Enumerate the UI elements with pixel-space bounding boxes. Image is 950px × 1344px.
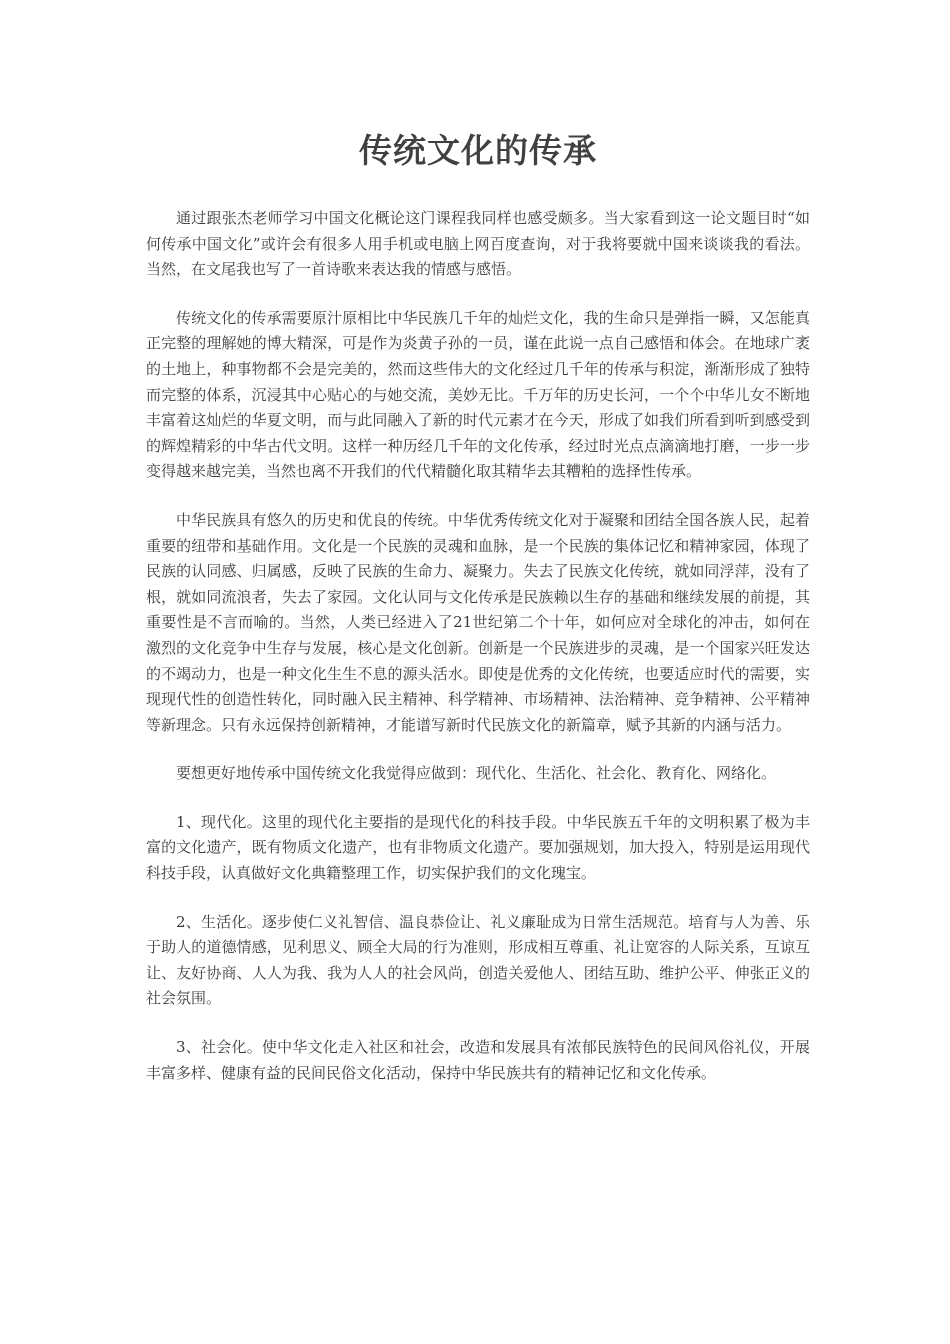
paragraph-heritage: 传统文化的传承需要原汁原相比中华民族几千年的灿烂文化，我的生命只是弹指一瞬，又怎能真正完整的理解她的博大精深，可是作为炎黄子孙的一员，谨在此说一点自己感悟和体会。在地球广袤的土地上，种事物都不会是完美的，然而这些伟大的文化经过几千年的传承与积淀，渐渐形成了独特而完整的体系，沉浸其中心贴心的与她交流，美妙无比。千万年的历史长河，一个个中华儿女不断地丰富着这灿烂的华夏文明，而与此同融入了新的时代元素才在今天，形成了如我们所看到听到感受到的辉煌精彩的中华古代文明。这样一种历经几千年的文化传承，经过时光点点滴滴地打磨，一步一步变得越来越完美，当然也离不开我们的代代精髓化取其精华去其糟粕的选择性传承。 (146, 308, 810, 481)
paragraph-socialization: 3、社会化。使中华文化走入社区和社会，改造和发展具有浓郁民族特色的民间风俗礼仪，开展丰富多样、健康有益的民间民俗文化活动，保持中华民族共有的精神记忆和文化传承。 (146, 1038, 810, 1082)
paragraph-modernization: 1、现代化。这里的现代化主要指的是现代化的科技手段。中华民族五千年的文明积累了极为丰富的文化遗产，既有物质文化遗产，也有非物质文化遗产。要加强规划，加大投入，特别是运用现代科技手段，认真做好文化典籍整理工作，切实保护我们的文化瑰宝。 (146, 812, 810, 883)
paragraph-daily-life: 2、生活化。逐步使仁义礼智信、温良恭俭让、礼义廉耻成为日常生活规范。培育与人为善、乐于助人的道德情感，见利思义、顾全大局的行为准则，形成相互尊重、礼让宽容的人际关系，互谅互让、友好协商、人人为我、我为人人的社会风尚，创造关爱他人、团结互助、维护公平、伸张正义的社会氛围。 (146, 912, 810, 1008)
paragraph-intro: 通过跟张杰老师学习中国文化概论这门课程我同样也感受颇多。当大家看到这一论文题目时“如何传承中国文化”或许会有很多人用手机或电脑上网百度查询，对于我将要就中国来谈谈我的看法。当然，在文尾我也写了一首诗歌来表达我的情感与感悟。 (146, 209, 810, 279)
paragraph-approaches: 要想更好地传承中国传统文化我觉得应做到：现代化、生活化、社会化、教育化、网络化。 (176, 764, 777, 783)
document-title: 传统文化的传承 (359, 131, 597, 170)
document-page (146, 126, 810, 1109)
paragraph-tradition: 中华民族具有悠久的历史和优良的传统。中华优秀传统文化对于凝聚和团结全国各族人民，起着重要的纽带和基础作用。文化是一个民族的灵魂和血脉，是一个民族的集体记忆和精神家园，体现了民族的认同感、归属感，反映了民族的生命力、凝聚力。失去了民族文化传统，就如同浮萍，没有了根，就如同流浪者，失去了家园。文化认同与文化传承是民族赖以生存的基础和继续发展的前提，其重要性是不言而喻的。当然，人类已经进入了21世纪第二个十年，如何应对全球化的冲击，如何在激烈的文化竞争中生存与发展，核心是文化创新。创新是一个民族进步的灵魂，是一个国家兴旺发达的不竭动力，也是一种文化生生不息的源头活水。即使是优秀的文化传统，也要适应时代的需要，实现现代性的创造性转化，同时融入民主精神、科学精神、市场精神、法治精神、竞争精神、公平精神等新理念。只有永远保持创新精神，才能谱写新时代民族文化的新篇章，赋予其新的内涵与活力。 (146, 510, 810, 734)
